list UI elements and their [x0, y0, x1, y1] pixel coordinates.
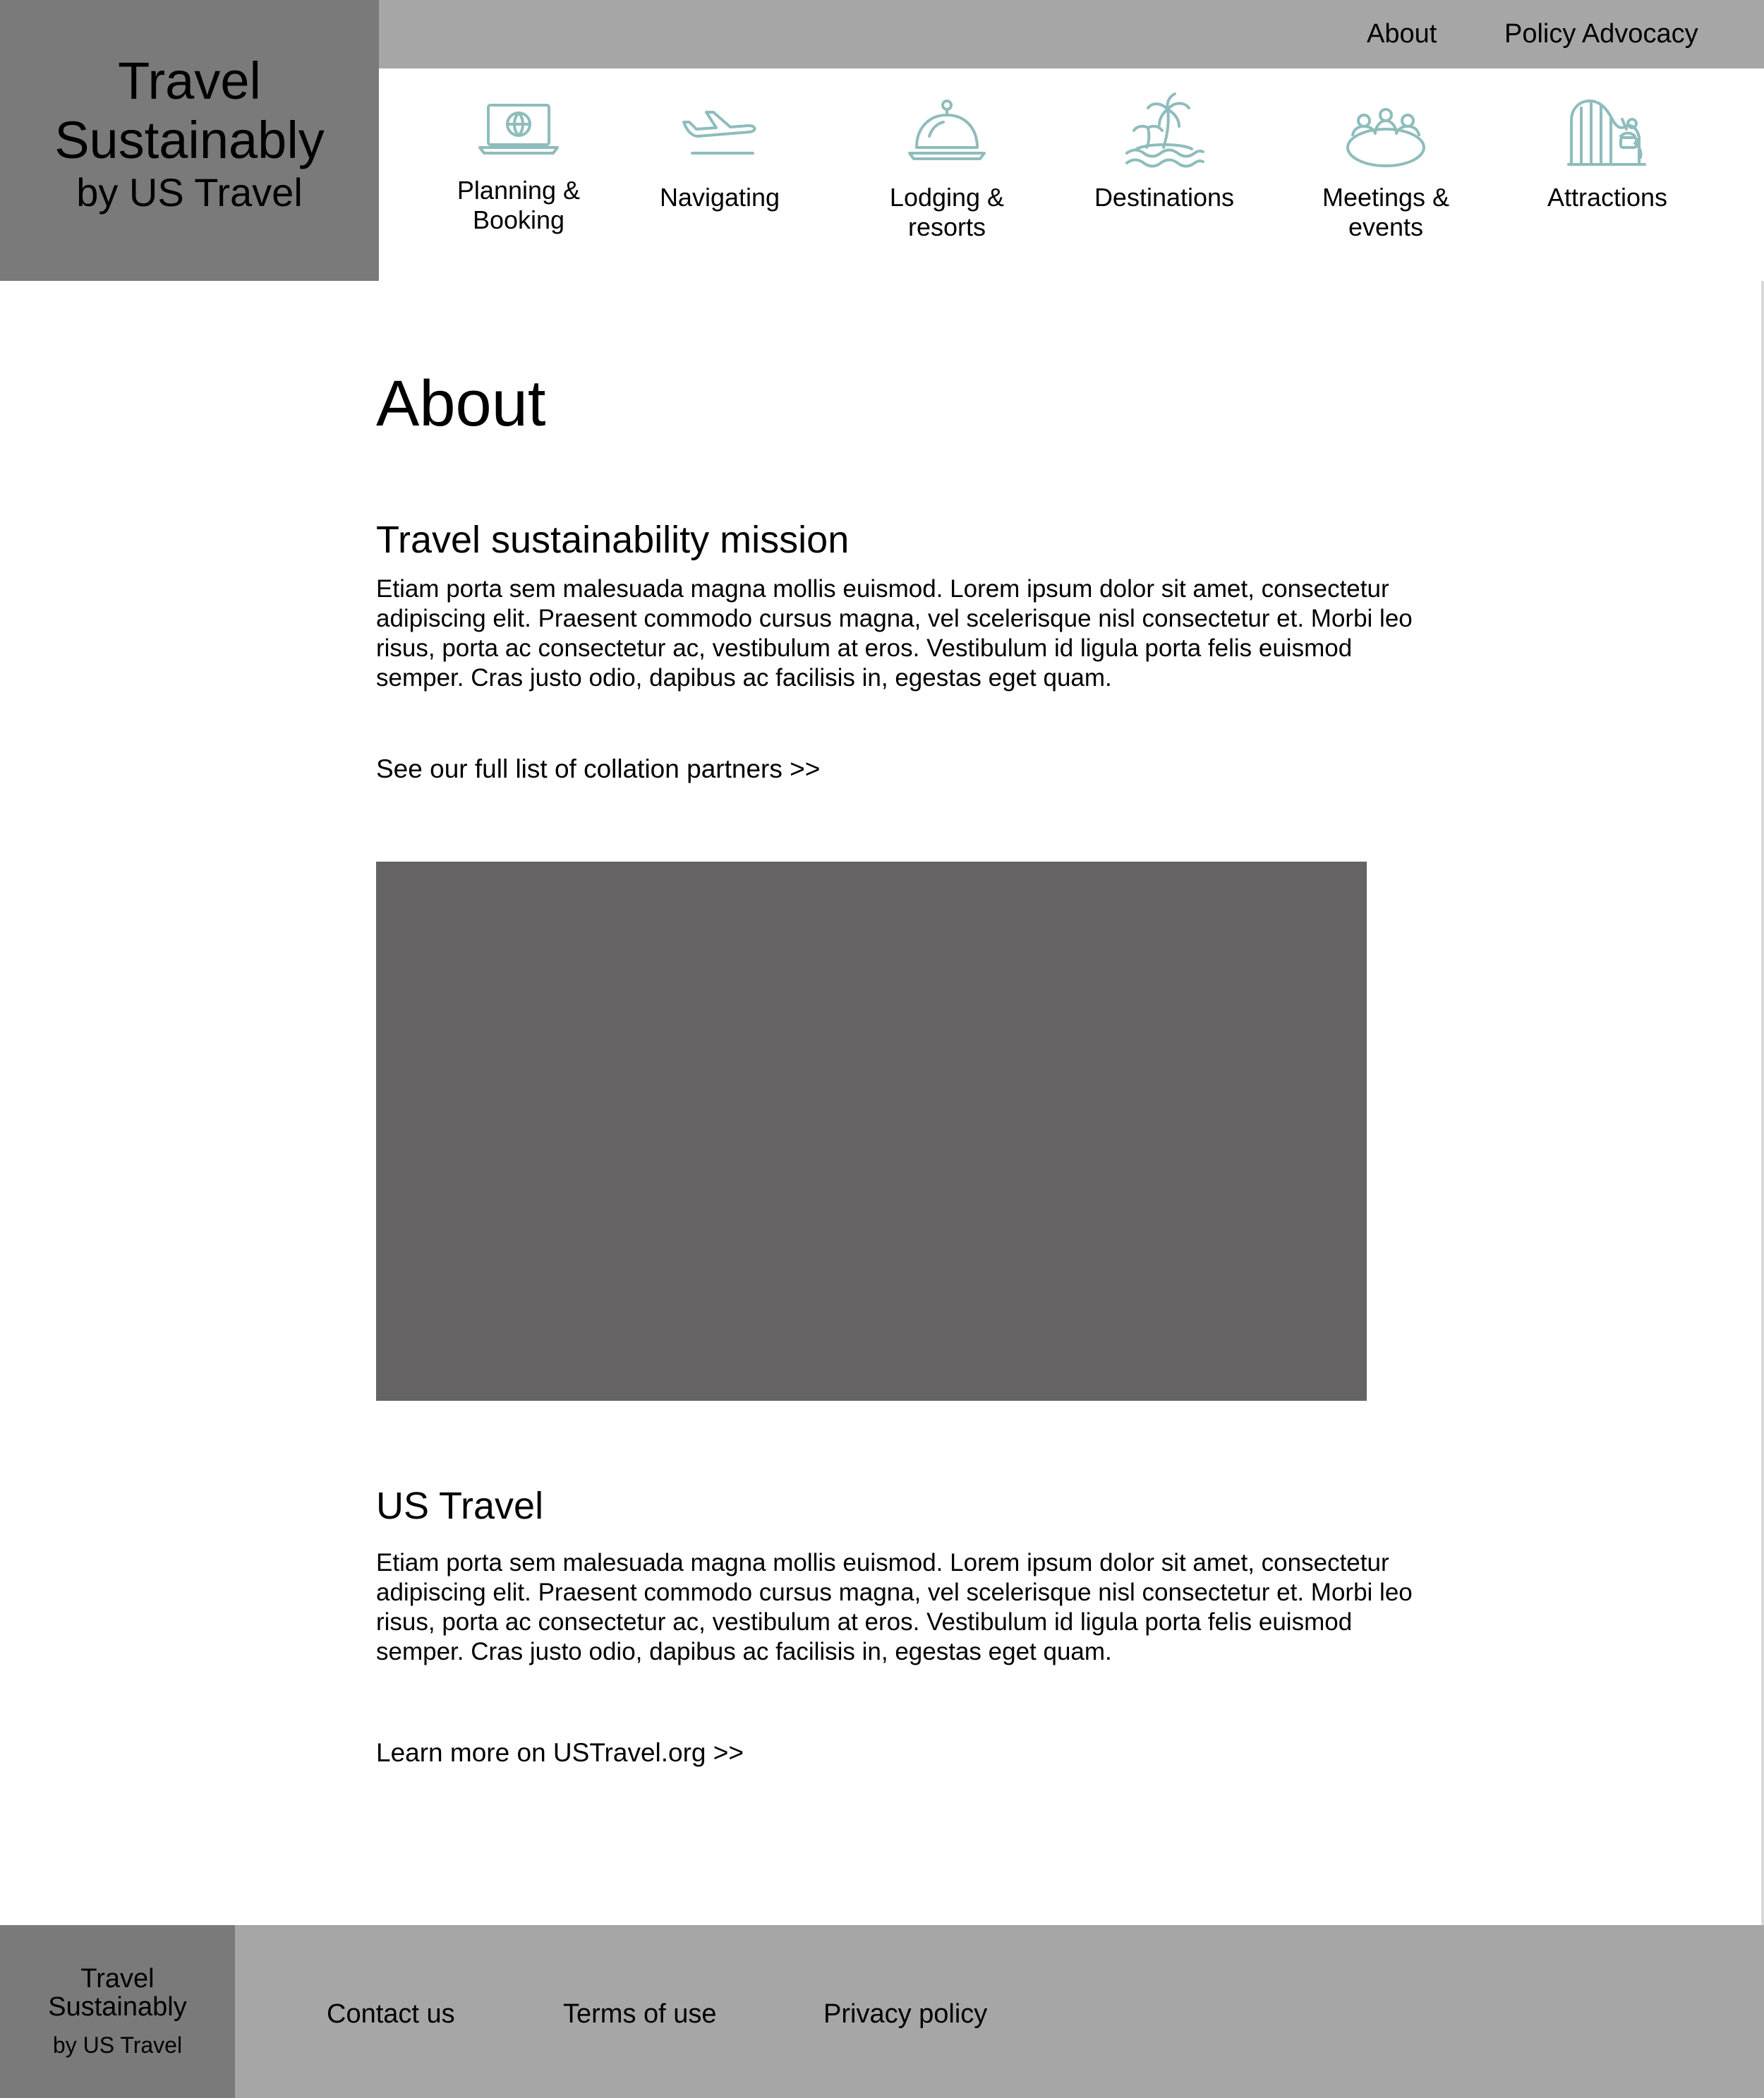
service-bell-icon	[901, 87, 993, 179]
meeting-table-icon	[1340, 87, 1432, 179]
coalition-partners-link[interactable]: See our full list of collation partners >>	[376, 754, 821, 783]
site-logo[interactable]	[0, 0, 379, 281]
footer-logo-line-3: by US Travel	[52, 2032, 183, 2058]
category-navigating[interactable]	[628, 68, 811, 281]
category-destinations[interactable]	[1073, 68, 1256, 281]
footer-logo[interactable]	[0, 1925, 235, 2098]
category-label: Lodging & resorts	[889, 183, 1005, 241]
footer-terms-link[interactable]: Terms of use	[563, 1999, 717, 2029]
logo-line-3: by US Travel	[76, 170, 303, 215]
category-label: Meetings & events	[1322, 183, 1450, 241]
category-label: Planning & Booking	[457, 176, 581, 234]
category-nav	[379, 68, 1764, 281]
footer-logo-line-1: Travel	[80, 1963, 155, 1994]
roller-coaster-icon	[1561, 87, 1653, 179]
category-planning-booking[interactable]	[427, 68, 610, 281]
us-travel-body-text: Etiam porta sem malesuada magna mollis euismod. Lorem ipsum dolor sit amet, consectetur adipiscing elit. Praesent commodo cursus magna, vel scelerisque nisl consectetur et. Morbi leo risus, porta ac consectetur ac, vestibulum at eros. Vestibulum id ligula porta felis euismod semper. Cras justo odio, dapibus ac facilisis in, egestas eget quam.	[376, 1549, 1413, 1665]
top-nav-about-link[interactable]: About	[1367, 19, 1437, 49]
logo-line-2: Sustainably	[54, 111, 325, 169]
media-placeholder	[376, 862, 1367, 1401]
category-label: Destinations	[1094, 183, 1235, 212]
us-travel-heading: US Travel	[376, 1485, 544, 1527]
top-nav-bar	[379, 0, 1764, 68]
category-label: Attractions	[1547, 183, 1668, 212]
logo-line-1: Travel	[118, 52, 261, 110]
mission-body-text: Etiam porta sem malesuada magna mollis euismod. Lorem ipsum dolor sit amet, consectetur adipiscing elit. Praesent commodo cursus magna, vel scelerisque nisl consectetur et. Morbi leo risus, porta ac consectetur ac, vestibulum at eros. Vestibulum id ligula porta felis euismod semper. Cras justo odio, dapibus ac facilisis in, egestas eget quam.	[376, 575, 1413, 692]
page-edge-divider	[1761, 281, 1764, 1925]
category-lodging-resorts[interactable]	[855, 68, 1039, 281]
airplane-icon	[674, 87, 766, 179]
footer-contact-link[interactable]: Contact us	[327, 1999, 455, 2029]
laptop-globe-icon	[473, 87, 564, 179]
page-title: About	[376, 368, 546, 440]
mission-heading: Travel sustainability mission	[376, 519, 850, 561]
category-meetings-events[interactable]	[1294, 68, 1478, 281]
palm-island-icon	[1118, 87, 1210, 179]
category-attractions[interactable]	[1516, 68, 1699, 281]
footer-logo-line-2: Sustainably	[48, 1991, 187, 2022]
top-nav-policy-advocacy-link[interactable]: Policy Advocacy	[1504, 19, 1698, 49]
footer-privacy-link[interactable]: Privacy policy	[823, 1999, 988, 2029]
category-label: Navigating	[659, 183, 780, 212]
ustravel-learn-more-link[interactable]: Learn more on USTravel.org >>	[376, 1738, 744, 1767]
site-footer	[0, 1925, 1764, 2098]
